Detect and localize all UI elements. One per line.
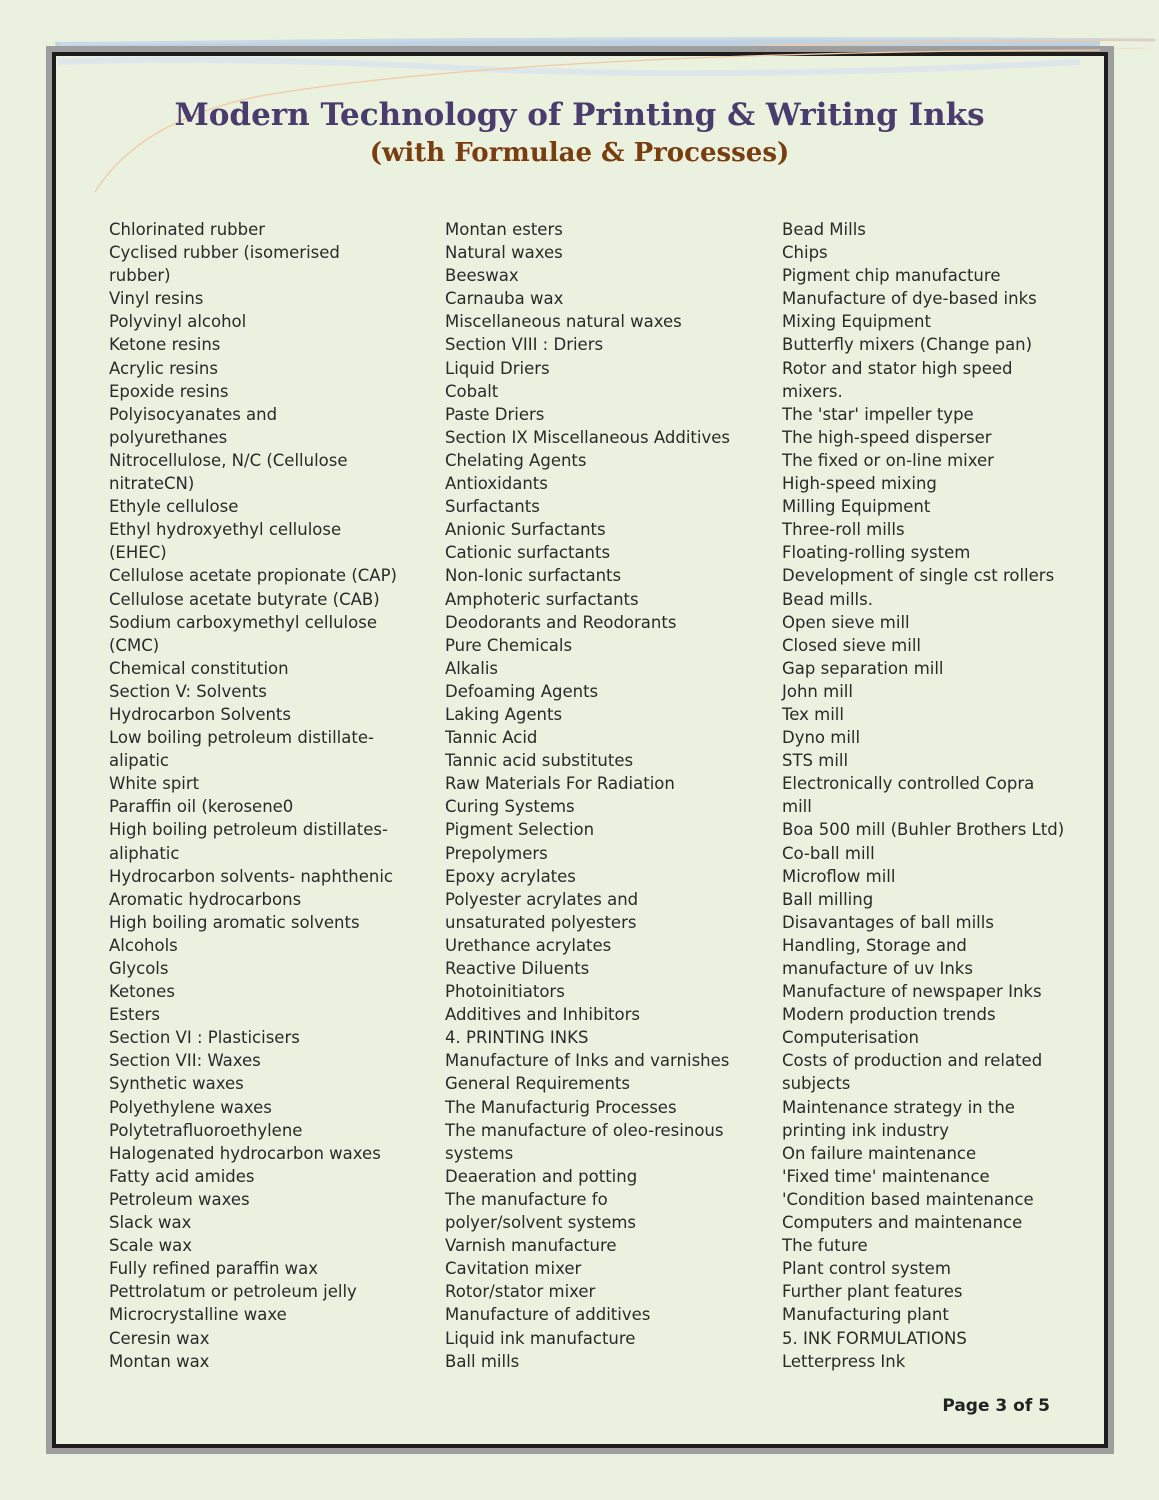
contents-list-item: Defoaming Agents [445,681,599,701]
contents-list-item: mill [782,797,812,817]
contents-list-item: Development of single cst rollers [782,566,1055,586]
contents-list-item: Amphoteric surfactants [445,589,639,609]
contents-list-item: systems [445,1143,514,1163]
page-title: Modern Technology of Printing & Writing Inks [174,97,985,133]
contents-list-item: The Manufacturig Processes [445,1097,677,1117]
contents-list-item: 'Condition based maintenance [782,1189,1034,1209]
contents-list-item: Microflow mill [782,866,896,886]
contents-list-item: Ketone resins [109,335,221,355]
contents-list-item: Fatty acid amides [109,1166,255,1186]
contents-list-item: Paraffin oil (kerosene0 [109,797,294,817]
contents-list-item: nitrateCN) [109,474,195,494]
contents-list-item: Miscellaneous natural waxes [445,312,682,332]
contents-list-item: Dyno mill [782,728,861,748]
contents-list-item: Computerisation [782,1028,919,1048]
contents-list-item: Chemical constitution [109,658,289,678]
contents-list-item: Manufacturing plant [782,1305,949,1325]
contents-list-item: Acrylic resins [109,358,218,378]
contents-list-item: Glycols [109,959,169,978]
contents-list-item: Ball mills [445,1351,520,1371]
contents-list-item: The future [782,1236,868,1256]
contents-list-item: The high-speed disperser [782,427,992,447]
contents-list-item: Hydrocarbon Solvents [109,704,291,724]
contents-list-item: Cavitation mixer [445,1259,582,1279]
contents-list-item: Milling Equipment [782,497,931,517]
contents-list-item: Manufacture of Inks and varnishes [445,1051,730,1071]
contents-list-item: The fixed or on-line mixer [782,450,994,470]
contents-list-item: subjects [782,1074,851,1094]
contents-list-item: Synthetic waxes [109,1074,244,1094]
contents-list-item: 'Fixed time' maintenance [782,1166,990,1186]
contents-list-item: Paste Driers [445,404,545,424]
contents-list-item: Pettrolatum or petroleum jelly [109,1282,357,1302]
contents-list-item: Ketones [109,982,175,1002]
contents-list-item: Ball milling [782,889,874,909]
contents-list-item: Alcohols [109,935,178,955]
contents-list-item: (CMC) [109,635,160,655]
contents-list-item: aliphatic [109,843,180,863]
contents-list-item: Section VIII : Driers [445,335,604,355]
contents-list-item: manufacture of uv Inks [782,959,973,978]
contents-list-item: The manufacture fo [445,1189,608,1209]
contents-list-item: alipatic [109,751,169,771]
contents-list-item: Mixing Equipment [782,312,931,332]
contents-list-item: Modern production trends [782,1005,996,1025]
contents-list-item: Pigment Selection [445,820,595,840]
contents-list-item: Section IX Miscellaneous Additives [445,427,730,447]
contents-list-item: Reactive Diluents [445,959,590,978]
contents-list-item: Microcrystalline waxe [109,1305,287,1325]
contents-list-item: Bead Mills [782,220,866,239]
contents-list-item: Aromatic hydrocarbons [109,889,302,909]
contents-list-item: printing ink industry [782,1120,949,1140]
page-subtitle: (with Formulae & Processes) [369,138,790,168]
contents-list-item: Photoinitiators [445,982,565,1002]
contents-list-item: Sodium carboxymethyl cellulose [109,612,377,632]
contents-list-item: Polyisocyanates and [109,404,278,424]
contents-list-item: Deaeration and potting [445,1166,638,1186]
contents-list-item: Urethance acrylates [445,935,612,955]
contents-list-item: Ceresin wax [109,1328,210,1348]
contents-list-item: Raw Materials For Radiation [445,774,675,794]
contents-list-item: Further plant features [782,1282,963,1302]
contents-list-item: 4. PRINTING INKS [445,1028,589,1048]
contents-list-item: Cellulose acetate propionate (CAP) [109,566,397,586]
contents-list-item: Fully refined paraffin wax [109,1259,319,1279]
contents-list-item: Disavantages of ball mills [782,912,994,932]
contents-list-item: Ethyl hydroxyethyl cellulose [109,520,342,540]
contents-list-item: Non-Ionic surfactants [445,566,622,586]
contents-list-item: Closed sieve mill [782,635,921,655]
contents-list-item: Natural waxes [445,243,563,263]
contents-list-item: Liquid ink manufacture [445,1328,636,1348]
contents-list-item: Tannic Acid [445,728,538,748]
contents-list-item: Cobalt [445,381,499,401]
contents-list-item: Pure Chemicals [445,635,573,655]
contents-list-item: Rotor/stator mixer [445,1282,596,1302]
contents-list-item: polyurethanes [109,427,228,447]
contents-list-item: Handling, Storage and [782,935,967,955]
contents-list-item: Costs of production and related [782,1051,1043,1071]
contents-list-item: Ethyle cellulose [109,497,239,517]
contents-list-item: Petroleum waxes [109,1189,250,1209]
contents-list-item: Epoxy acrylates [445,866,576,886]
contents-list-item: Chips [782,243,828,263]
contents-list-item: White spirt [109,774,200,794]
contents-list-item: Surfactants [445,497,540,517]
contents-list-item: Chlorinated rubber [109,220,266,239]
contents-list-item: Three-roll mills [782,520,905,540]
contents-list-item: Floating-rolling system [782,543,971,563]
contents-list-item: Polyethylene waxes [109,1097,272,1117]
contents-list-item: Gap separation mill [782,658,944,678]
contents-list-item: Montan esters [445,220,563,239]
contents-list-item: Vinyl resins [109,289,204,309]
contents-list-item: Halogenated hydrocarbon waxes [109,1143,381,1163]
contents-list-item: Bead mills. [782,589,873,609]
contents-list-item: Polytetrafluoroethylene [109,1120,303,1140]
contents-list-item: 5. INK FORMULATIONS [782,1328,967,1348]
contents-list-item: Manufacture of additives [445,1305,651,1325]
contents-list-item: High-speed mixing [782,474,937,494]
contents-list-item: General Requirements [445,1074,630,1094]
contents-list-item: John mill [782,681,853,701]
contents-list-item: Laking Agents [445,704,563,724]
contents-list-item: Additives and Inhibitors [445,1005,640,1025]
contents-list-item: Montan wax [109,1351,210,1371]
contents-column-3 [782,218,1072,1373]
contents-list-item: Boa 500 mill (Buhler Brothers Ltd) [782,820,1065,840]
contents-list-item: Curing Systems [445,797,575,817]
contents-list-item: Antioxidants [445,474,548,494]
contents-list-item: Scale wax [109,1236,193,1256]
contents-list-item: Nitrocellulose, N/C (Cellulose [109,450,348,470]
contents-list-item: Liquid Driers [445,358,550,378]
contents-list-item: Prepolymers [445,843,548,863]
contents-list-item: Cationic surfactants [445,543,611,563]
contents-list-item: Maintenance strategy in the [782,1097,1015,1117]
contents-list-item: High boiling aromatic solvents [109,912,360,932]
contents-list-item: Alkalis [445,658,499,678]
contents-list-item: Hydrocarbon solvents- naphthenic [109,866,394,886]
contents-list-item: Deodorants and Reodorants [445,612,677,632]
contents-list-item: Carnauba wax [445,289,564,309]
contents-list-item: Manufacture of dye-based inks [782,289,1037,309]
contents-list-item: Chelating Agents [445,450,587,470]
contents-list-item: Open sieve mill [782,612,910,632]
contents-list-item: Varnish manufacture [445,1236,617,1256]
contents-list-item: Beeswax [445,266,519,286]
contents-list-item: Manufacture of newspaper Inks [782,982,1042,1002]
contents-list-item: Tannic acid substitutes [445,751,634,771]
contents-list-item: Butterfly mixers (Change pan) [782,335,1033,355]
contents-list-item: STS mill [782,751,849,771]
contents-list-item: Cellulose acetate butyrate (CAB) [109,589,380,609]
contents-column-2 [445,218,775,1373]
contents-list-item: Computers and maintenance [782,1213,1023,1233]
contents-list-item: Section VII: Waxes [109,1051,261,1071]
contents-list-item: High boiling petroleum distillates- [109,820,388,840]
contents-list-item: mixers. [782,381,843,401]
contents-list-item: unsaturated polyesters [445,912,637,932]
contents-list-item: Rotor and stator high speed [782,358,1013,378]
contents-list-item: Polyester acrylates and [445,889,639,909]
contents-list-item: Letterpress Ink [782,1351,906,1371]
contents-list-item: Anionic Surfactants [445,520,606,540]
contents-list-item: Low boiling petroleum distillate- [109,728,374,748]
contents-list-item: rubber) [109,266,171,286]
contents-list-item: The manufacture of oleo-resinous [445,1120,724,1140]
contents-list-item: Electronically controlled Copra [782,774,1035,794]
contents-list-item: Pigment chip manufacture [782,266,1001,286]
contents-column-1 [109,218,439,1373]
contents-list-item: polyer/solvent systems [445,1213,637,1233]
contents-list-item: On failure maintenance [782,1143,977,1163]
contents-list-item: Section VI : Plasticisers [109,1028,300,1048]
contents-list-item: Plant control system [782,1259,951,1279]
contents-list-item: Slack wax [109,1213,192,1233]
contents-list-item: Epoxide resins [109,381,229,401]
contents-list-item: Polyvinyl alcohol [109,312,247,332]
contents-list-item: Section V: Solvents [109,681,267,701]
page-number: Page 3 of 5 [942,1396,1050,1416]
contents-list-item: Esters [109,1005,161,1025]
contents-list-item: (EHEC) [109,543,167,563]
contents-list-item: Tex mill [782,704,844,724]
contents-list-item: Co-ball mill [782,843,875,863]
contents-list-item: Cyclised rubber (isomerised [109,243,340,263]
contents-list-item: The 'star' impeller type [782,404,974,424]
